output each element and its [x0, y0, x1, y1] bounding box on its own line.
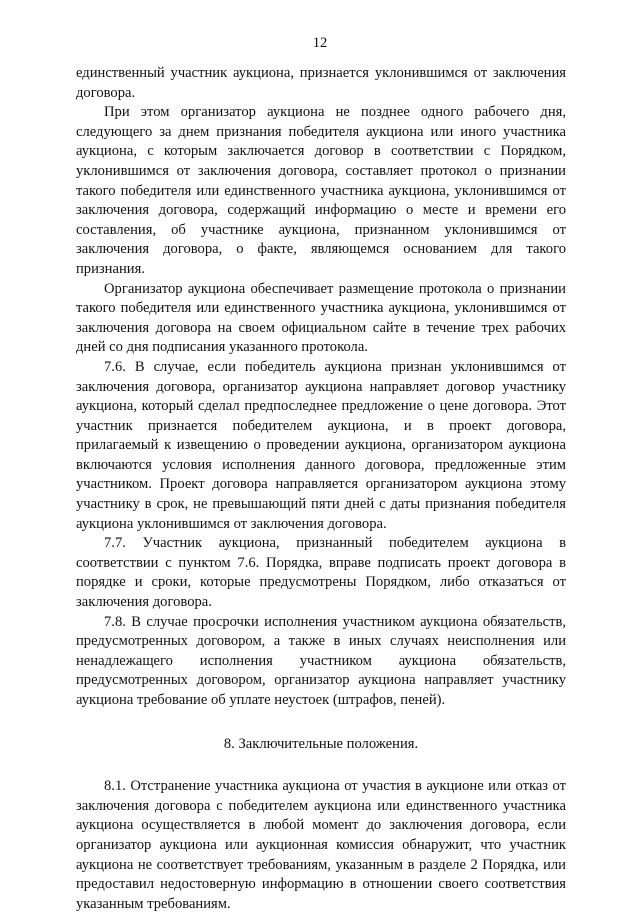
paragraph-continuation: единственный участник аукциона, признается уклонившимся от заключения договора.: [76, 65, 566, 101]
paragraph-protocol-publication: Организатор аукциона обеспечивает размещение протокола о признании такого победителя или единственного участника аукциона, уклонившимся от заключения договора на своем официальном сайте в течение трех рабочих дней со дня подписания указанного протокола.: [76, 280, 566, 356]
paragraph-protocol: При этом организатор аукциона не позднее одного рабочего дня, следующего за днем признания победителя аукциона или иного участника аукциона, с которым заключается договор в соответствии с Порядком, уклонившимся от заключения договора, составляет протокол о признании такого победителя или единственного участника аукциона, уклонившимся от заключения договора, содержащий информацию о месте и времени его составления, об участнике аукциона, признанном уклонившимся от заключения договора, о факте, являющемся основанием для такого признания.: [76, 104, 566, 277]
paragraph-8-1: 8.1. Отстранение участника аукциона от участия в аукционе или отказ от заключения договора с победителем аукциона или единственного участника аукциона осуществляется в любой момент до заключения договора, если организатор аукциона или аукционная комиссия обнаружит, что участник аукциона не соответствует требованиям, указанным в разделе 2 Порядка, или предоставил недостоверную информацию в отношении своего соответствия указанным требованиям.: [76, 778, 566, 912]
paragraph-7-8: 7.8. В случае просрочки исполнения участником аукциона обязательств, предусмотренных договором, а также в иных случаях неисполнения или ненадлежащего исполнения участником аукциона обязательств, предусмотренных договором, организатор аукциона направляет участнику аукциона требование об уплате неустоек (штрафов, пеней).: [76, 613, 566, 708]
paragraph-7-7: 7.7. Участник аукциона, признанный победителем аукциона в соответствии с пунктом 7.6. Порядка, вправе подписать проект договора в порядке и сроки, которые предусмотрены Порядком, либо отказаться от заключения договора.: [76, 535, 566, 611]
section-heading: 8. Заключительные положения.: [223, 735, 419, 752]
document-body: [76, 64, 566, 914]
page-number: 12: [312, 35, 328, 51]
paragraph-7-6: 7.6. В случае, если победитель аукциона признан уклонившимся от заключения договора, организатор аукциона направляет договор участнику аукциона, который сделал предпоследнее предложение о цене договора. Этот участник признается победителем аукциона, и в проект договора, прилагаемый к извещению о проведении аукциона, организатором аукциона включаются условия исполнения данного договора, предложенные этим участником. Проект договора направляется организатором аукциона этому участнику в срок, не превышающий пяти дней с даты признания победителя аукциона уклонившимся от заключения договора.: [76, 358, 566, 532]
